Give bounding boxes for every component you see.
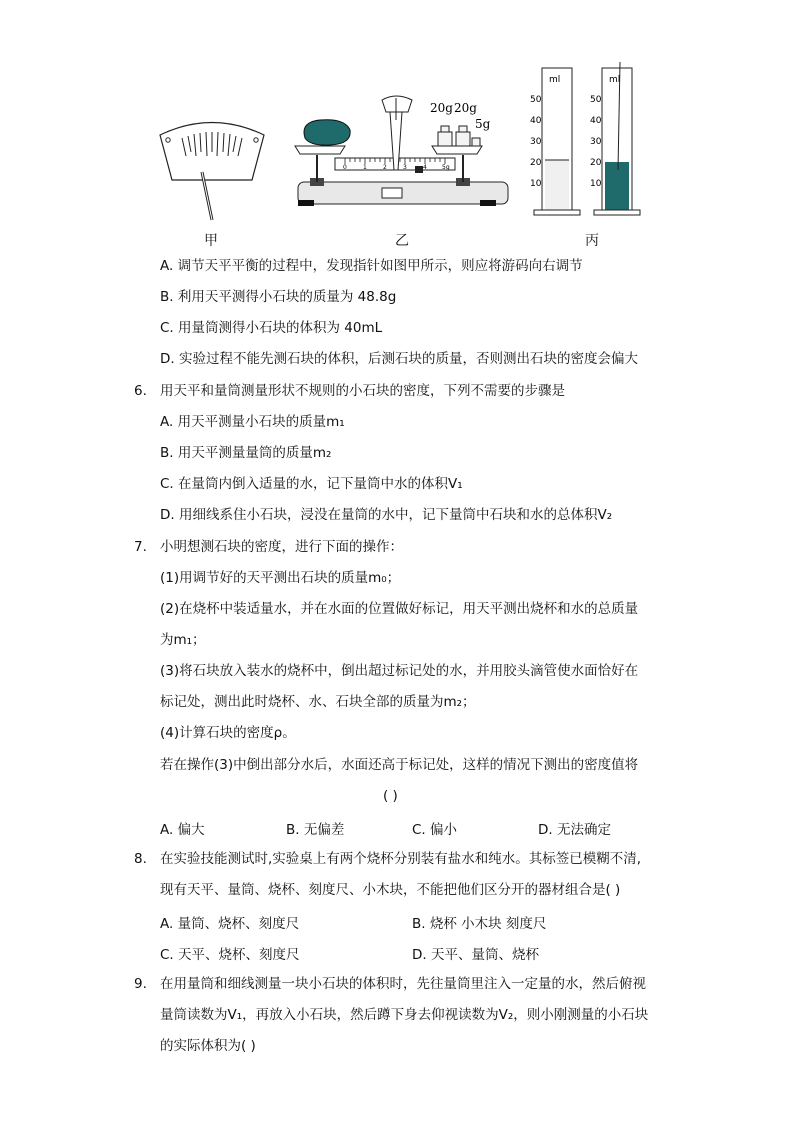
- pointer-dial: [160, 123, 264, 221]
- ruler-label-0: 0: [343, 164, 347, 171]
- q6-option-d: D. 用细线系住小石块，浸没在量筒的水中，记下量筒中石块和水的总体积V₂: [160, 507, 613, 523]
- q6-number: 6.: [134, 383, 147, 399]
- q8-options-row-2: [160, 943, 680, 963]
- graduated-cylinder-left: [530, 68, 580, 215]
- q7-option-a: A. 偏大: [160, 822, 205, 838]
- cylinder-unit-left: ml: [549, 75, 561, 85]
- cyl-right-tick-50: 50: [590, 95, 602, 105]
- q7-step-2: (2)在烧杯中装适量水，并在水面的位置做好标记，用天平测出烧杯和水的总质量: [160, 601, 639, 617]
- graduated-cylinder-right: [590, 62, 640, 215]
- balance-scale: [295, 96, 508, 206]
- q8-stem-line-2: 现有天平、量筒、烧杯、刻度尺、小木块，不能把他们区分开的器材组合是( ): [160, 882, 621, 898]
- weight-label-3: 5g: [475, 117, 491, 131]
- figure-label-bing: 丙: [585, 233, 599, 249]
- ruler-label-4: 4: [423, 164, 427, 171]
- q7-step-3: (3)将石块放入装水的烧杯中，倒出超过标记处的水，并用胶头滴管使水面恰好在: [160, 663, 639, 679]
- q8-option-d: D. 天平、量筒、烧杯: [412, 947, 539, 963]
- q6-option-b: B. 用天平测量量筒的质量m₂: [160, 445, 332, 461]
- q6-option-a: A. 用天平测量小石块的质量m₁: [160, 414, 345, 430]
- q6-option-c: C. 在量筒内倒入适量的水，记下量筒中水的体积V₁: [160, 476, 463, 492]
- q9-stem-line-2: 量筒读数为V₁，再放入小石块，然后蹲下身去仰视读数为V₂，则小刚测量的小石块: [160, 1007, 649, 1023]
- q8-option-a: A. 量筒、烧杯、刻度尺: [160, 916, 300, 932]
- cyl-right-tick-30: 30: [590, 137, 602, 147]
- q7-step-2-cont: 为m₁；: [160, 632, 206, 648]
- cyl-right-tick-20: 20: [590, 158, 602, 168]
- cyl-left-tick-20: 20: [530, 158, 542, 168]
- q8-options-row-1: [160, 912, 680, 932]
- q7-step-4: (4)计算石块的密度ρ。: [160, 725, 296, 741]
- q7-question: 若在操作(3)中倒出部分水后，水面还高于标记处，这样的情况下测出的密度值将: [160, 757, 639, 773]
- q7-option-c: C. 偏小: [412, 822, 458, 838]
- experiment-figure: [150, 60, 650, 250]
- ruler-label-2: 2: [383, 164, 387, 171]
- cyl-left-tick-50: 50: [530, 95, 542, 105]
- q9-stem-line-1: 在用量筒和细线测量一块小石块的体积时，先往量筒里注入一定量的水，然后俯视: [160, 976, 646, 992]
- q7-option-d: D. 无法确定: [538, 822, 611, 838]
- q8-stem-line-1: 在实验技能测试时,实验桌上有两个烧杯分别装有盐水和纯水。其标签已模糊不清,: [160, 851, 642, 867]
- q6-stem: 用天平和量筒测量形状不规则的小石块的密度，下列不需要的步骤是: [160, 383, 565, 399]
- q7-step-3-cont: 标记处，测出此时烧杯、水、石块全部的质量为m₂；: [160, 694, 476, 710]
- q9-stem-line-3: 的实际体积为( ): [160, 1038, 256, 1054]
- q9-number: 9.: [134, 976, 147, 992]
- q5-option-a: A. 调节天平平衡的过程中，发现指针如图甲所示，则应将游码向右调节: [160, 258, 583, 274]
- cyl-left-tick-10: 10: [530, 179, 542, 189]
- q5-option-b: B. 利用天平测得小石块的质量为 48.8g: [160, 289, 397, 305]
- cyl-left-tick-30: 30: [530, 137, 542, 147]
- ruler-label-3: 3: [403, 164, 407, 171]
- rider: [415, 166, 423, 173]
- q7-step-1: (1)用调节好的天平测出石块的质量m₀；: [160, 570, 401, 586]
- figure-label-jia: 甲: [204, 233, 218, 249]
- cylinder-unit-right: ml: [609, 75, 621, 85]
- figure-label-yi: 乙: [395, 233, 409, 249]
- q7-stem: 小明想测石块的密度，进行下面的操作：: [160, 539, 403, 555]
- ruler-label-1: 1: [363, 164, 367, 171]
- weight-label-1: 20g: [430, 101, 453, 115]
- q7-option-b: B. 无偏差: [286, 822, 345, 838]
- weight-label-2: 20g: [454, 101, 477, 115]
- apparatus-drawing: [150, 60, 650, 250]
- q7-number: 7.: [134, 539, 147, 555]
- q5-option-c: C. 用量筒测得小石块的体积为 40mL: [160, 320, 383, 336]
- q5-option-d: D. 实验过程不能先测石块的体积，后测石块的质量，否则测出石块的密度会偏大: [160, 351, 638, 367]
- ruler-label-5: 5g: [442, 164, 450, 171]
- cyl-right-tick-40: 40: [590, 116, 602, 126]
- cyl-right-tick-10: 10: [590, 179, 602, 189]
- q8-option-b: B. 烧杯 小木块 刻度尺: [412, 916, 547, 932]
- q7-options: [160, 818, 680, 838]
- q8-option-c: C. 天平、烧杯、刻度尺: [160, 947, 300, 963]
- q8-number: 8.: [134, 851, 147, 867]
- q7-answer-blank: ( ): [383, 788, 398, 804]
- cyl-left-tick-40: 40: [530, 116, 542, 126]
